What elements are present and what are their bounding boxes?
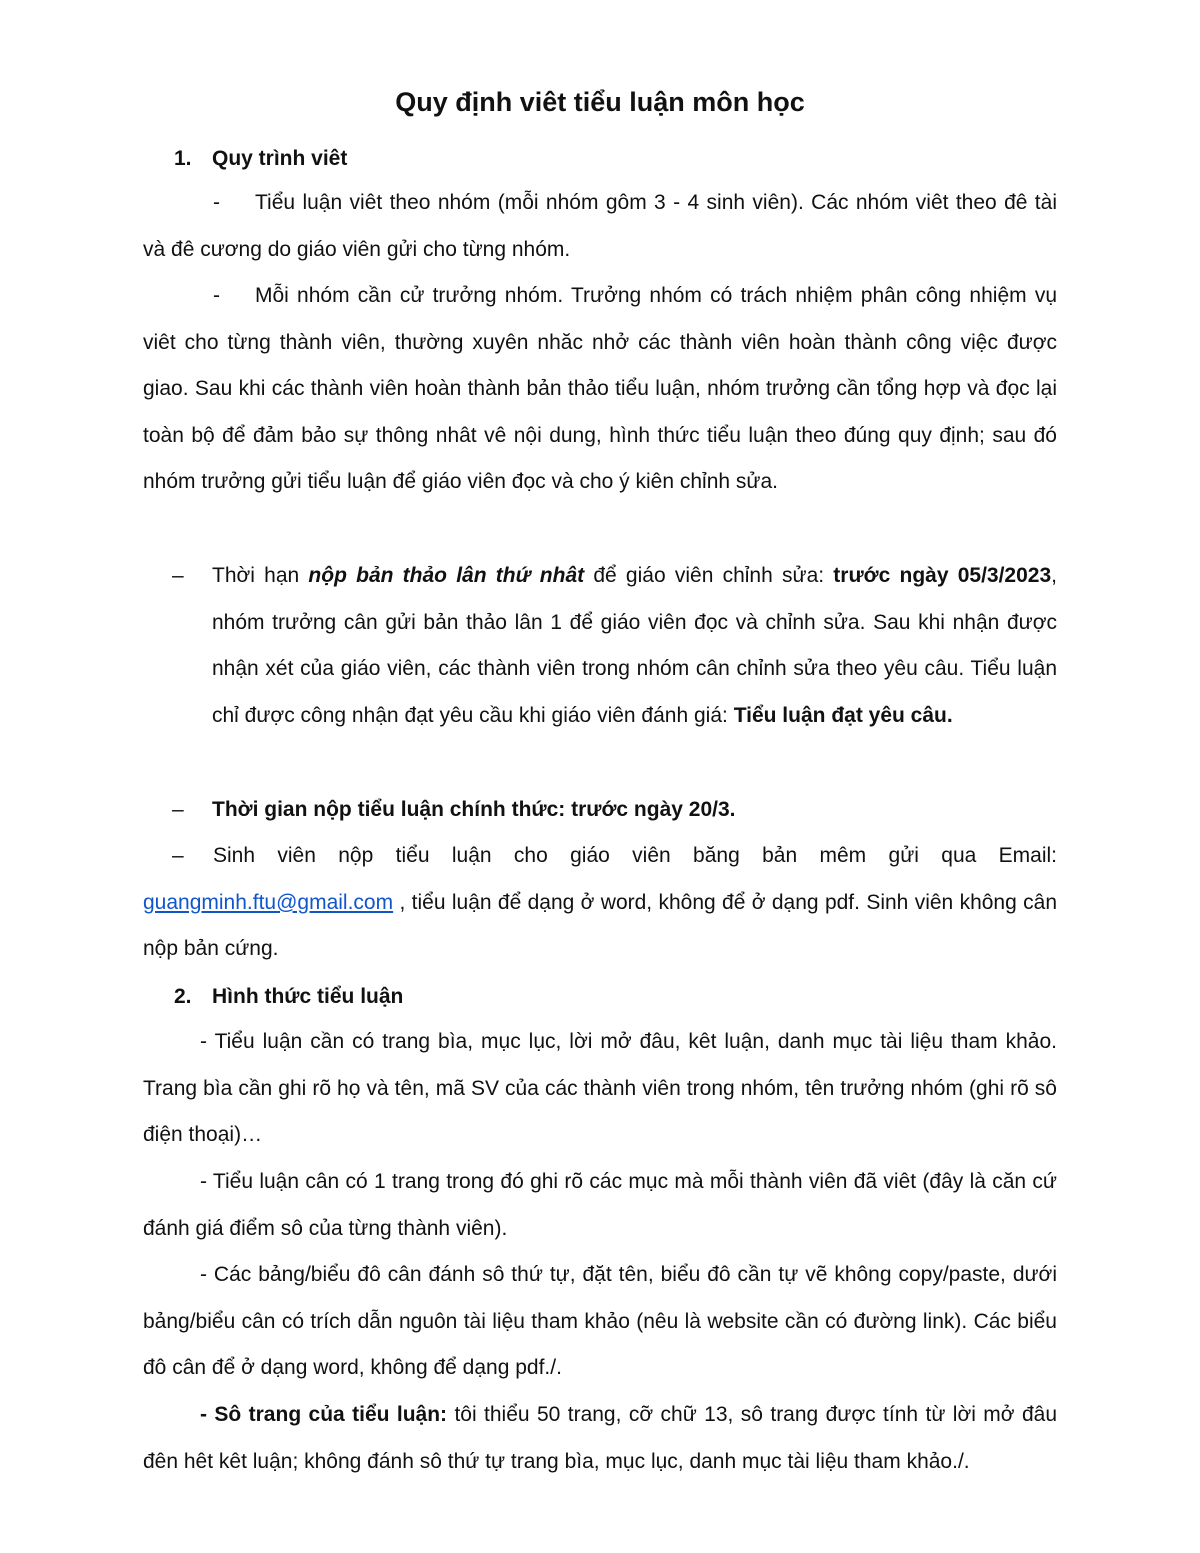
bullet-dash: – (172, 798, 184, 821)
document-title: Quy định viêt tiểu luận môn học (395, 87, 805, 117)
section-2-paragraph-4: - Sô trang của tiểu luận: tôi thiểu 50 trang, cỡ chữ 13, sô trang được tính từ lời mở đâu đên hêt kêt luận; không đánh sô thứ tự trang bìa, mục lục, danh mục tài liệu tham khảo./. (143, 1403, 1057, 1473)
section-2-paragraph-3: - Các bảng/biểu đô cân đánh sô thứ tự, đặt tên, biểu đô cần tự vẽ không copy/paste, dưới bảng/biểu cân có trích dẫn nguôn tài liệu tham khảo (nêu là website cần có đường link). Các biểu đô cân để ở dạng word, không để dạng pdf./. (143, 1263, 1057, 1380)
bullet-dash: - (213, 284, 220, 307)
section-1-paragraph-3: – Thời hạn nộp bản thảo lân thứ nhât để giáo viên chỉnh sửa: trước ngày 05/3/2023, nhóm trưởng cân gửi bản thảo lân 1 để giáo viên đọc và chỉnh sửa. Sau khi nhận được nhận xét của giáo viên, các thành viên trong nhóm cân chỉnh sửa theo yêu câu. Tiểu luận chỉ được công nhận đạt yêu cầu khi giáo viên đánh giá: Tiểu luận đạt yêu câu. (172, 553, 1057, 739)
section-2-paragraph-1: - Tiểu luận cần có trang bìa, mục lục, lời mở đâu, kêt luận, danh mục tài liệu tham khảo. Trang bìa cần ghi rõ họ và tên, mã SV của các thành viên trong nhóm, tên trưởng nhóm (ghi rõ sô điện thoại)… (143, 1030, 1057, 1147)
bullet-dash: - (213, 191, 220, 214)
email-link[interactable]: guangminh.ftu@gmail.com (143, 890, 394, 914)
section-2-number: 2. (174, 985, 192, 1008)
bullet-dash: – (172, 564, 184, 587)
section-1-number: 1. (174, 147, 192, 170)
section-2-paragraph-2: - Tiểu luận cân có 1 trang trong đó ghi rõ các mục mà mỗi thành viên đã viêt (đây là căn cứ đánh giá điểm sô của từng thành viên). (143, 1170, 1057, 1240)
bullet-dash: – (172, 844, 184, 867)
section-1-title: Quy trình viêt (212, 147, 348, 170)
section-1-heading (174, 144, 347, 174)
final-deadline: Thời gian nộp tiểu luận chính thức: trước ngày 20/3. (212, 798, 736, 821)
approval-status: Tiểu luận đạt yêu câu. (733, 703, 953, 727)
page-count-label: - Sô trang của tiểu luận: (200, 1403, 448, 1426)
section-1-paragraph-2: - Mỗi nhóm cần cử trưởng nhóm. Trưởng nhóm có trách nhiệm phân công nhiệm vụ viêt cho từng thành viên, thường xuyên nhăc nhở các thành viên hoàn thành công việc được giao. Sau khi các thành viên hoàn thành bản thảo tiểu luận, nhóm trưởng cần tổng hợp và đọc lại toàn bộ để đảm bảo sự thông nhât vê nội dung, hình thức tiểu luận theo đúng quy định; sau đó nhóm trưởng gửi tiểu luận để giáo viên đọc và cho ý kiên chỉnh sửa. (143, 273, 1057, 506)
section-2-title: Hình thức tiểu luận (212, 985, 404, 1008)
section-1-paragraph-4 (172, 787, 1057, 834)
section-1-paragraph-1: - Tiểu luận viêt theo nhóm (mỗi nhóm gôm 3 - 4 sinh viên). Các nhóm viêt theo đê tài và đê cương do giáo viên gửi cho từng nhóm. (143, 180, 1057, 273)
section-2-heading (174, 982, 403, 1012)
section-1-paragraph-5: – Sinh viên nộp tiểu luận cho giáo viên băng bản mêm gửi qua Email: guangminh.ftu@gmail.com , tiểu luận để dạng ở word, không để ở dạng pdf. Sinh viên không cân nộp bản cứng. (143, 833, 1057, 973)
first-draft-deadline-label: nộp bản thảo lân thứ nhât (308, 564, 585, 587)
first-draft-deadline-date: trước ngày 05/3/2023 (833, 564, 1052, 587)
